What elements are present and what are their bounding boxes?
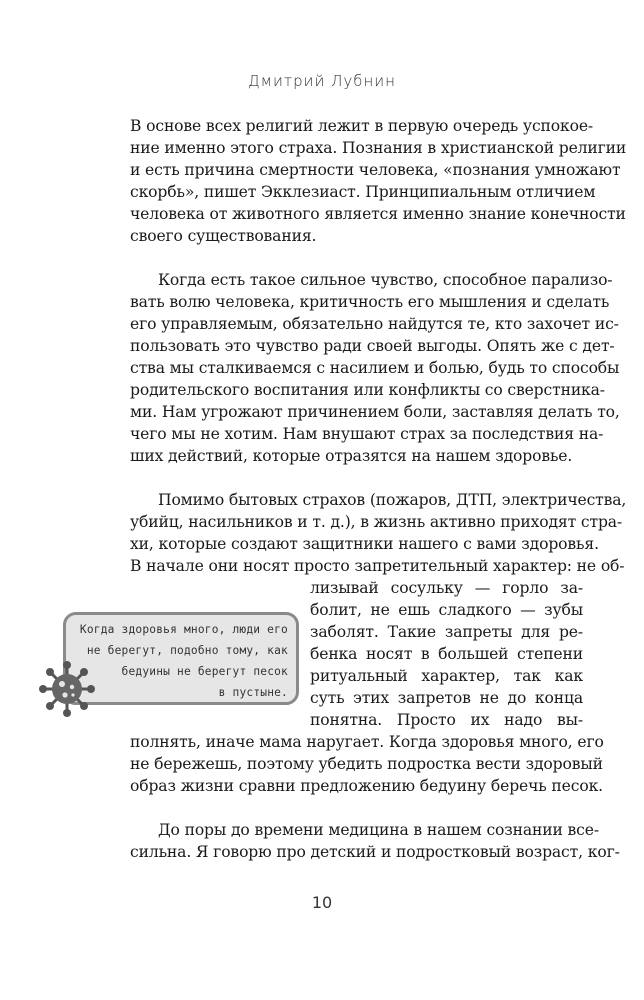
text-line: образ жизни сравни предложению бедуину беречь песок. bbox=[130, 777, 603, 795]
text-line: болит, не ешь сладкого — зубы bbox=[310, 601, 583, 619]
text-line: сильна. Я говорю про детский и подростковый возраст, ког- bbox=[130, 843, 620, 861]
callout-line: бедуины не берегут песок bbox=[121, 665, 288, 678]
text-line: ритуальный характер, так как bbox=[310, 667, 583, 685]
text-line: понятна. Просто их надо вы- bbox=[310, 711, 583, 729]
text-line: В основе всех религий лежит в первую очередь успокое- bbox=[130, 117, 594, 135]
text-line: В начале они носят просто запретительный характер: не об- bbox=[130, 557, 625, 575]
text-line: чего мы не хотим. Нам внушают страх за последствия на- bbox=[130, 425, 604, 443]
text-line: убийц, насильников и т. д.), в жизнь активно приходят стра- bbox=[130, 513, 623, 531]
callout-line: Когда здоровья много, люди его bbox=[79, 623, 288, 636]
text-line: бенка носят в большей степени bbox=[310, 645, 583, 663]
text-line: суть этих запретов не до конца bbox=[310, 689, 583, 707]
text-line: ства мы сталкиваемся с насилием и болью, будь то способы bbox=[130, 359, 620, 377]
text-line: пользовать это чувство ради своей выгоды. Опять же с дет- bbox=[130, 337, 615, 355]
text-line: Помимо бытовых страхов (пожаров, ДТП, электричества, bbox=[158, 491, 627, 509]
text-line: ние именно этого страха. Познания в христианской религии bbox=[130, 139, 627, 157]
callout-line: не берегут, подобно тому, как bbox=[86, 644, 288, 657]
text-line: ших действий, которые отразятся на нашем здоровье. bbox=[130, 447, 573, 465]
text-line: До поры до времени медицина в нашем сознании все- bbox=[158, 821, 599, 839]
text-line: вать волю человека, критичность его мышления и сделать bbox=[130, 293, 610, 311]
virus-icon bbox=[38, 660, 96, 718]
callout-text bbox=[66, 619, 288, 703]
text-line: и есть причина смертности человека, «познания умножают bbox=[130, 161, 621, 179]
text-line: его управляемым, обязательно найдутся те, кто захочет ис- bbox=[130, 315, 619, 333]
text-line: родительского воспитания или конфликты со сверстника- bbox=[130, 381, 605, 399]
text-line: полнять, иначе мама наругает. Когда здоровья много, его bbox=[130, 733, 604, 751]
page-number: 10 bbox=[311, 893, 333, 912]
text-line: своего существования. bbox=[130, 227, 317, 245]
text-line: хи, которые создают защитники нашего с вами здоровья. bbox=[130, 535, 599, 553]
running-header: Дмитрий Лубнин bbox=[248, 72, 396, 90]
text-line: лизывай сосульку — горло за- bbox=[310, 579, 583, 597]
callout-line: в пустыне. bbox=[218, 686, 288, 699]
text-line: человека от животного является именно знание конечности bbox=[130, 205, 626, 223]
text-line: скорбь», пишет Экклезиаст. Принципиальным отличием bbox=[130, 183, 596, 201]
text-line: Когда есть такое сильное чувство, способное парализо- bbox=[158, 271, 613, 289]
text-line: ми. Нам угрожают причинением боли, заставляя делать то, bbox=[130, 403, 620, 421]
callout-box bbox=[63, 612, 299, 705]
text-line: не бережешь, поэтому убедить подростка вести здоровый bbox=[130, 755, 603, 773]
text-line: заболят. Такие запреты для ре- bbox=[310, 623, 583, 641]
